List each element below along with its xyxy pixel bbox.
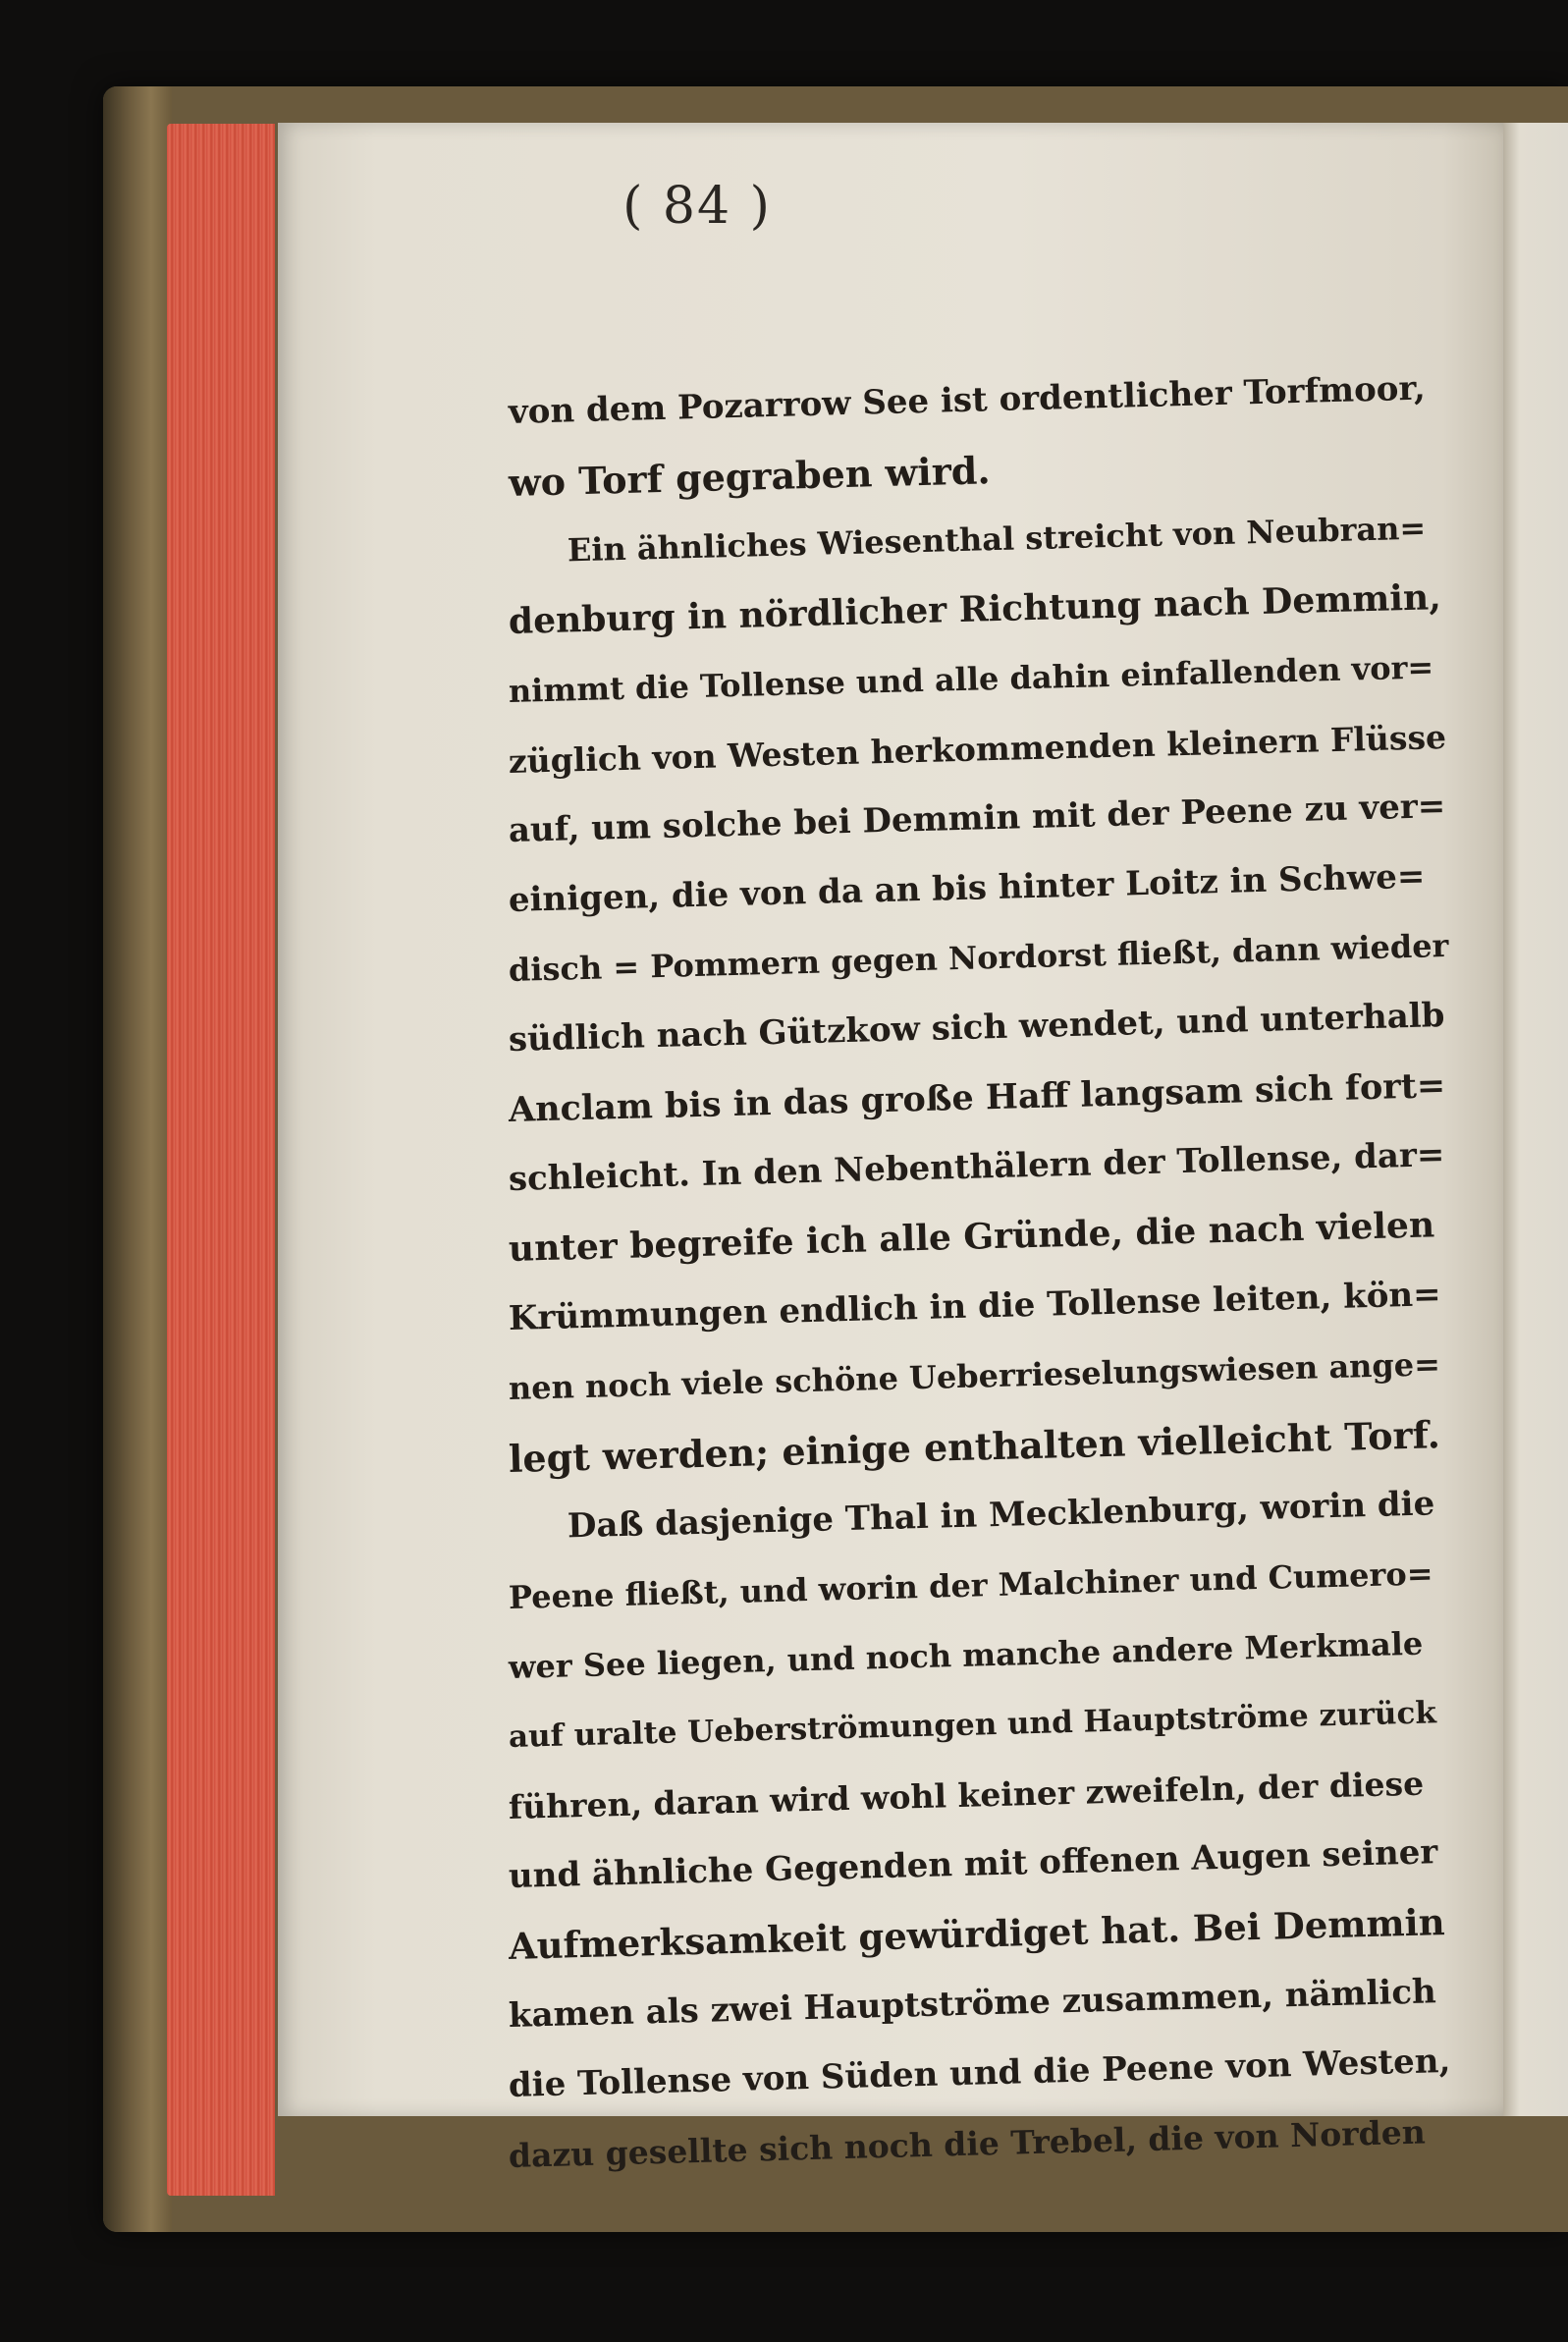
- text-line: auf, um solche bei Demmin mit der Peene zu ver=: [508, 787, 1446, 850]
- text-line: von dem Pozarrow See ist ordentlicher Torfmoor,: [508, 368, 1427, 432]
- text-line: schleicht. In den Nebenthälern der Tollense, dar=: [508, 1135, 1445, 1199]
- text-line: Anclam bis in das große Haff langsam sich fort=: [508, 1065, 1446, 1130]
- page-number: ( 84 ): [622, 177, 772, 236]
- book-cover-edge: [103, 86, 172, 2232]
- text-line: und ähnliche Gegenden mit offenen Augen seiner: [508, 1832, 1438, 1896]
- text-line: unter begreife ich alle Gründe, die nach vielen: [508, 1204, 1435, 1270]
- text-line: wo Torf gegraben wird.: [508, 448, 992, 505]
- text-line: denburg in nördlicher Richtung nach Demmin,: [508, 576, 1442, 642]
- text-line: wer See liegen, und noch manche andere Merkmale: [508, 1624, 1424, 1686]
- text-line: dazu gesellte sich noch die Trebel, die von Norden: [508, 2112, 1427, 2175]
- text-line: kamen als zwei Hauptströme zusammen, nämlich: [508, 1972, 1437, 2036]
- text-line: züglich von Westen herkommenden kleinern Flüsse: [508, 717, 1447, 781]
- text-line: die Tollense von Süden und die Peene von Westen,: [508, 2041, 1451, 2105]
- text-line: einigen, die von da an bis hinter Loitz in Schwe=: [508, 856, 1426, 920]
- text-line: auf uralte Ueberströmungen und Hauptströme zurück: [508, 1695, 1437, 1755]
- facing-page-edge: [1503, 123, 1568, 2116]
- text-line: Aufmerksamkeit gewürdiget hat. Bei Demmin: [508, 1900, 1446, 1968]
- page-text: [508, 368, 1451, 2191]
- text-line: nimmt die Tollense und alle dahin einfallenden vor=: [508, 648, 1434, 710]
- text-line: Peene fließt, und worin der Malchiner und Cumero=: [508, 1554, 1433, 1616]
- page-edges: [167, 124, 275, 2196]
- text-line: disch = Pommern gegen Nordorst fließt, dann wieder: [508, 926, 1449, 989]
- text-line: Krümmungen endlich in die Tollense leiten, kön=: [508, 1275, 1442, 1338]
- text-line: legt werden; einige enthalten vielleicht Torf.: [508, 1412, 1441, 1481]
- text-line: nen noch viele schöne Ueberrieselungswiesen ange=: [508, 1345, 1441, 1407]
- text-line: südlich nach Gützkow sich wendet, und unterhalb: [508, 996, 1445, 1060]
- text-line: Daß dasjenige Thal in Mecklenburg, worin die: [567, 1484, 1435, 1547]
- text-line: Ein ähnliches Wiesenthal streicht von Neubran=: [567, 509, 1427, 570]
- text-line: führen, daran wird wohl keiner zweifeln, der diese: [508, 1764, 1425, 1826]
